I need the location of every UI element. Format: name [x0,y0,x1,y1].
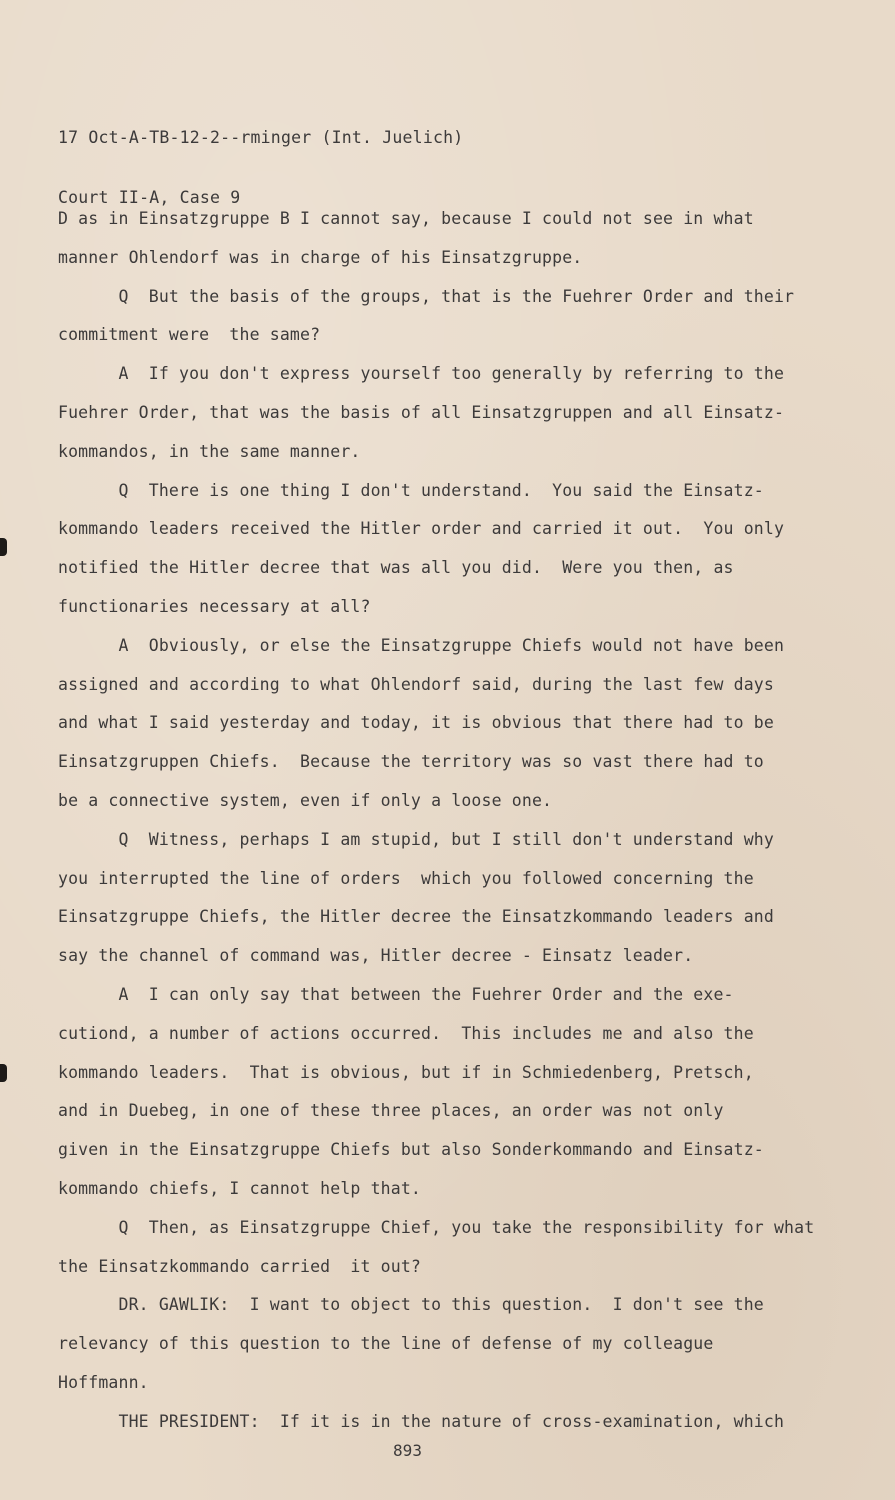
transcript-line: notified the Hitler decree that was all you did. Were you then, as [58,558,734,578]
transcript-line: commitment were the same? [58,325,321,345]
binder-hole-mark [0,1064,7,1082]
transcript-line: functionaries necessary at all? [58,596,371,616]
transcript-line: Einsatzgruppe Chiefs, the Hitler decree the Einsatzkommando leaders and [58,907,774,927]
transcript-line: say the channel of command was, Hitler decree - Einsatz leader. [58,946,694,966]
page-number: 893 [393,1441,422,1460]
transcript-line: A If you don't express yourself too generally by referring to the [58,364,785,384]
transcript-line: the Einsatzkommando carried it out? [58,1256,422,1276]
transcript-line: THE PRESIDENT: If it is in the nature of cross-examination, which [58,1411,785,1431]
transcript-line: assigned and according to what Ohlendorf said, during the last few days [58,674,774,694]
transcript-line: Q There is one thing I don't understand. You said the Einsatz- [58,480,764,500]
transcript-line: Q Then, as Einsatzgruppe Chief, you take the responsibility for what [58,1217,815,1237]
transcript-line: A Obviously, or else the Einsatzgruppe Chiefs would not have been [58,635,785,655]
transcript-line: kommandos, in the same manner. [58,441,361,461]
header-line-session: 17 Oct-A-TB-12-2--rminger (Int. Juelich) [58,128,464,147]
transcript-line: and in Duebeg, in one of these three places, an order was not only [58,1101,724,1121]
transcript-line: Einsatzgruppen Chiefs. Because the territory was so vast there had to [58,752,764,772]
transcript-line: relevancy of this question to the line of defense of my colleague [58,1334,714,1354]
transcript-line: be a connective system, even if only a loose one. [58,790,553,810]
transcript-body [58,200,815,1442]
transcript-line: manner Ohlendorf was in charge of his Einsatzgruppe. [58,247,583,267]
transcript-line: given in the Einsatzgruppe Chiefs but also Sonderkommando and Einsatz- [58,1140,764,1160]
transcript-line: A I can only say that between the Fuehrer Order and the exe- [58,984,734,1004]
transcript-line: and what I said yesterday and today, it is obvious that there had to be [58,713,774,733]
transcript-line: you interrupted the line of orders which you followed concerning the [58,868,754,888]
transcript-line: Hoffmann. [58,1372,149,1392]
transcript-line: kommando leaders received the Hitler order and carried it out. You only [58,519,785,539]
transcript-line: cutiond, a number of actions occurred. This includes me and also the [58,1023,754,1043]
transcript-line: D as in Einsatzgruppe B I cannot say, because I could not see in what [58,209,754,228]
transcript-line: Q But the basis of the groups, that is the Fuehrer Order and their [58,286,795,306]
transcript-line: kommando chiefs, I cannot help that. [58,1178,422,1198]
transcript-line: kommando leaders. That is obvious, but if in Schmiedenberg, Pretsch, [58,1062,754,1082]
binder-hole-mark [0,538,7,556]
transcript-line: Fuehrer Order, that was the basis of all Einsatzgruppen and all Einsatz- [58,402,785,422]
transcript-line: Q Witness, perhaps I am stupid, but I still don't understand why [58,829,774,849]
transcript-line: DR. GAWLIK: I want to object to this question. I don't see the [58,1295,764,1315]
header-line-court: Court II-A, Case 9 [58,188,241,207]
